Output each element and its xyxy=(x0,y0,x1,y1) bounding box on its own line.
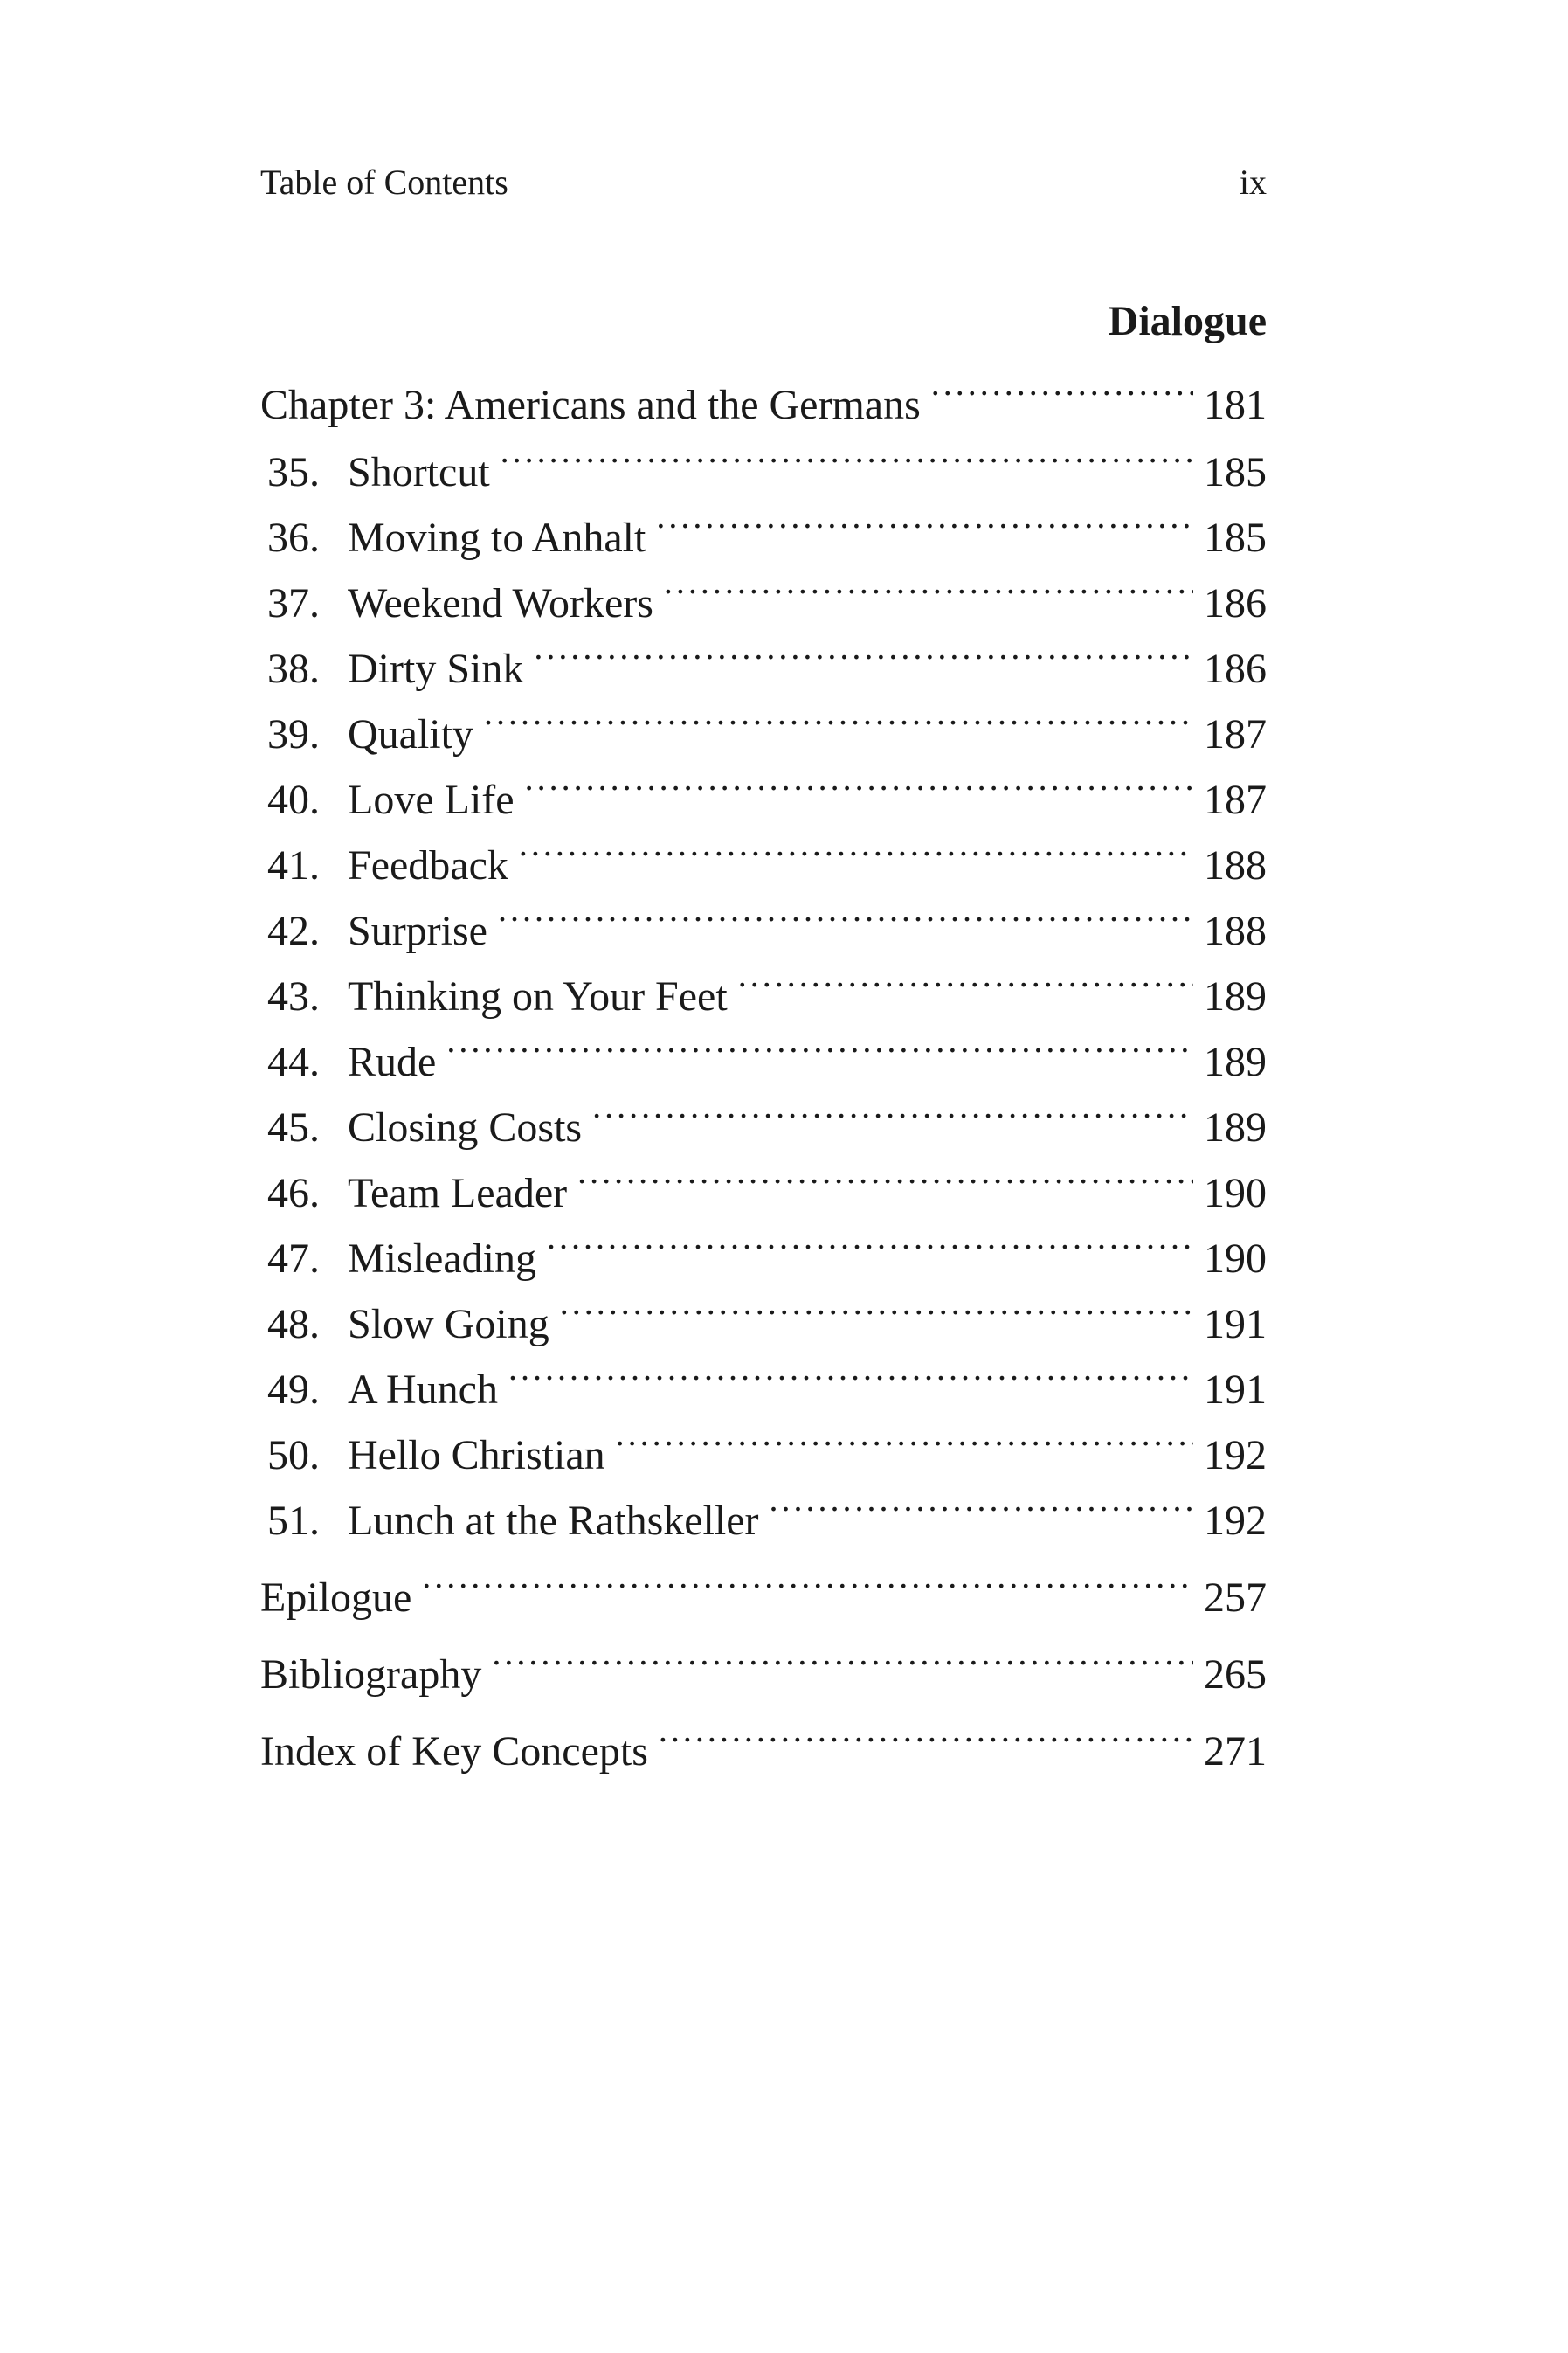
dot-leader xyxy=(508,1361,1193,1403)
toc-entry-page: 188 xyxy=(1204,842,1267,889)
toc-entry-title: Rude xyxy=(348,1039,437,1085)
toc-entry-page: 189 xyxy=(1204,973,1267,1020)
dialogue-number: 49. xyxy=(267,1367,320,1413)
dialogue-number: 45. xyxy=(267,1104,320,1151)
toc-entry-page: 191 xyxy=(1204,1301,1267,1347)
toc-entry-title: Shortcut xyxy=(348,449,490,495)
toc-entry-page: 188 xyxy=(1204,908,1267,954)
dialogue-number: 42. xyxy=(267,908,320,954)
dialogue-number: 37. xyxy=(267,580,320,626)
toc-entry-title: Feedback xyxy=(348,842,508,889)
running-header xyxy=(260,161,1267,204)
dialogue-number: 43. xyxy=(267,973,320,1020)
toc-entry-page: 192 xyxy=(1204,1498,1267,1544)
toc-entry-title: Bibliography xyxy=(260,1651,482,1698)
toc-entry-title: Hello Christian xyxy=(348,1432,605,1478)
toc-entry-page: 186 xyxy=(1204,580,1267,626)
dot-leader xyxy=(534,640,1193,682)
toc-entry-dialogue-46[interactable] xyxy=(260,1160,1267,1226)
dot-leader xyxy=(498,903,1193,945)
dialogue-number: 41. xyxy=(267,842,320,889)
toc-entry-title: Closing Costs xyxy=(348,1104,583,1151)
toc-entry-page: 190 xyxy=(1204,1170,1267,1216)
toc-entry-index-of-key-concepts[interactable] xyxy=(260,1719,1267,1784)
toc-entry-title: Team Leader xyxy=(348,1170,568,1216)
toc-entry-title: Weekend Workers xyxy=(348,580,653,626)
dialogue-number: 46. xyxy=(267,1170,320,1216)
dot-leader xyxy=(931,377,1193,419)
toc-entry-dialogue-47[interactable] xyxy=(260,1226,1267,1291)
toc-entry-title: Dirty Sink xyxy=(348,646,524,692)
dot-leader xyxy=(492,1646,1193,1688)
toc-entry-page: 189 xyxy=(1204,1039,1267,1085)
toc-entry-dialogue-45[interactable] xyxy=(260,1095,1267,1160)
toc-entry-page: 192 xyxy=(1204,1432,1267,1478)
dot-leader xyxy=(560,1296,1193,1338)
toc-entry-dialogue-43[interactable] xyxy=(260,964,1267,1029)
toc-entry-dialogue-37[interactable] xyxy=(260,571,1267,636)
dot-leader xyxy=(519,837,1193,879)
dot-leader xyxy=(592,1099,1193,1141)
dialogue-number: 48. xyxy=(267,1301,320,1347)
dot-leader xyxy=(659,1723,1193,1765)
toc-entry-epilogue[interactable] xyxy=(260,1565,1267,1630)
toc-entry-dialogue-51[interactable] xyxy=(260,1488,1267,1554)
dialogue-number: 39. xyxy=(267,711,320,758)
toc-entry-page: 185 xyxy=(1204,515,1267,561)
running-title: Table of Contents xyxy=(260,163,508,202)
toc-entry-page: 265 xyxy=(1204,1651,1267,1698)
toc-entry-bibliography[interactable] xyxy=(260,1642,1267,1707)
dot-leader xyxy=(525,772,1193,813)
toc-entry-dialogue-40[interactable] xyxy=(260,767,1267,833)
toc-entry-dialogue-39[interactable] xyxy=(260,702,1267,767)
toc-entry-title: Misleading xyxy=(348,1235,536,1282)
toc-entry-title: Thinking on Your Feet xyxy=(348,973,728,1020)
dot-leader xyxy=(770,1492,1193,1534)
dot-leader xyxy=(501,444,1193,486)
toc-entry-title: A Hunch xyxy=(348,1367,498,1413)
dialogue-number: 35. xyxy=(267,449,320,495)
toc-entry-title: Surprise xyxy=(348,908,487,954)
toc-entry-dialogue-48[interactable] xyxy=(260,1291,1267,1357)
toc-entry-title: Slow Going xyxy=(348,1301,549,1347)
toc-entry-title: Chapter 3: Americans and the Germans xyxy=(260,382,921,428)
toc-entry-page: 189 xyxy=(1204,1104,1267,1151)
toc-entry-title: Epilogue xyxy=(260,1574,412,1621)
toc-entry-page: 185 xyxy=(1204,449,1267,495)
toc-entry-page: 186 xyxy=(1204,646,1267,692)
dot-leader xyxy=(738,968,1193,1010)
toc-entry-dialogue-36[interactable] xyxy=(260,505,1267,571)
toc-entry-page: 271 xyxy=(1204,1728,1267,1775)
column-label-dialogue: Dialogue xyxy=(1108,298,1267,344)
toc-entry-page: 257 xyxy=(1204,1574,1267,1621)
dialogue-number: 50. xyxy=(267,1432,320,1478)
toc-entry-page: 190 xyxy=(1204,1235,1267,1282)
dialogue-number: 40. xyxy=(267,777,320,823)
dot-leader xyxy=(656,509,1193,551)
toc-entry-dialogue-50[interactable] xyxy=(260,1422,1267,1488)
toc-entry-title: Index of Key Concepts xyxy=(260,1728,648,1775)
toc-entry-page: 187 xyxy=(1204,777,1267,823)
table-of-contents xyxy=(260,372,1267,1784)
dialogue-number: 47. xyxy=(267,1235,320,1282)
toc-entry-page: 191 xyxy=(1204,1367,1267,1413)
toc-entry-dialogue-38[interactable] xyxy=(260,636,1267,702)
dot-leader xyxy=(446,1034,1193,1076)
dot-leader xyxy=(422,1569,1193,1611)
toc-entry-chapter-3[interactable] xyxy=(260,372,1267,439)
toc-entry-title: Love Life xyxy=(348,777,515,823)
toc-entry-dialogue-35[interactable] xyxy=(260,439,1267,505)
toc-entry-dialogue-41[interactable] xyxy=(260,833,1267,898)
dot-leader xyxy=(616,1427,1193,1469)
toc-entry-dialogue-42[interactable] xyxy=(260,898,1267,964)
page-number: ix xyxy=(1239,163,1267,202)
toc-entry-title: Quality xyxy=(348,711,473,758)
toc-entry-page: 187 xyxy=(1204,711,1267,758)
toc-entry-dialogue-44[interactable] xyxy=(260,1029,1267,1095)
dialogue-number: 36. xyxy=(267,515,320,561)
dot-leader xyxy=(547,1230,1193,1272)
toc-entry-dialogue-49[interactable] xyxy=(260,1357,1267,1422)
dot-leader xyxy=(484,706,1193,748)
toc-entry-title: Moving to Anhalt xyxy=(348,515,646,561)
toc-entry-title: Lunch at the Rathskeller xyxy=(348,1498,759,1544)
dot-leader xyxy=(664,575,1193,617)
dialogue-number: 51. xyxy=(267,1498,320,1544)
dialogue-number: 44. xyxy=(267,1039,320,1085)
dialogue-number: 38. xyxy=(267,646,320,692)
toc-entry-page: 181 xyxy=(1204,382,1267,428)
dot-leader xyxy=(577,1165,1193,1207)
